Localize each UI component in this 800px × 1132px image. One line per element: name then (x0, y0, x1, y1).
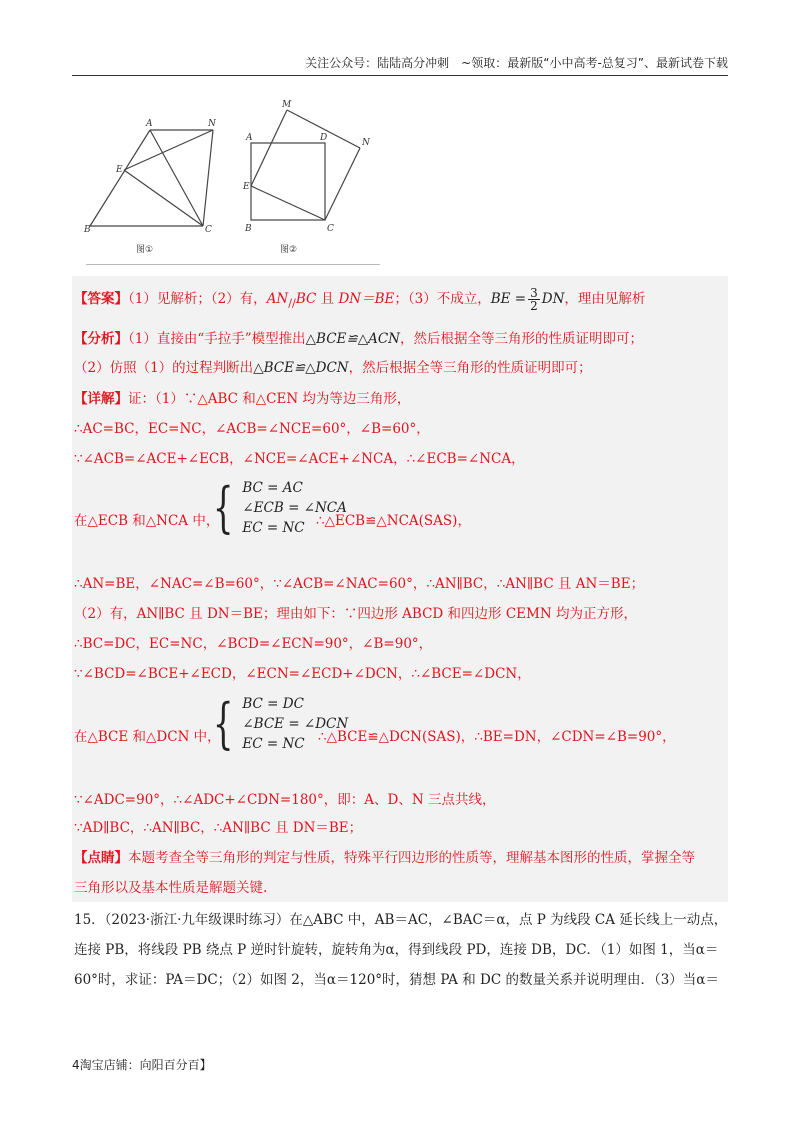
problem-15-line-3: 60°时，求证：PA＝DC；（2）如图 2，当α＝120°时，猜想 PA 和 DC 的数量关系并说明理由．（3）当α＝ (74, 972, 719, 988)
fig1-label-a: A (146, 119, 153, 129)
figure-1-diagram (78, 98, 378, 263)
fraction: $\frac{3}{2}$ (530, 286, 538, 313)
fig1-label-b: B (84, 225, 91, 235)
fig1-caption: 图① (136, 245, 154, 255)
fig1-label-n: N (208, 119, 216, 129)
comment-tag: 【点睛】 (74, 850, 128, 866)
detail-line-10: ∵AD∥BC，∴AN∥BC，∴AN∥BC 且 DN＝BE； (74, 820, 363, 836)
answer-tag: 【答案】 (74, 291, 128, 307)
fig2-label-b: B (245, 224, 252, 234)
page-header: 关注公众号：陆陆高分冲刺 ~领取：最新版“小中高考-总复习”、最新试卷下载 (72, 56, 728, 76)
comment-line-1: 【点睛】本题考查全等三角形的判定与性质，特殊平行四边形的性质等，理解基本图形的性质，掌握全等 (74, 850, 695, 866)
fig1-label-e: E (116, 165, 123, 175)
problem-15-line-2: 连接 PB，将线段 PB 绕点 P 逆时针旋转，旋转角为α，得到线段 PD，连接 DB，DC．（1）如图 1，当α＝ (74, 942, 719, 958)
geometry-figures (78, 98, 378, 263)
detail-line-3b: ∴△ECB≌△NCA(SAS)， (316, 513, 471, 529)
answer-line: 【答案】（1）见解析；（2）有，$AN_{//}BC$ 且 DN＝BE；（3）不成立，BE = $\frac{3}{2}$ DN，理由见解析 (74, 286, 646, 313)
problem-15-line-1: 15．（2023·浙江·九年级课时练习）在△ABC 中，AB＝AC，∠BAC＝α，点 P 为线段 CA 延长线上一动点， (74, 912, 728, 928)
analysis-line-2: （2）仿照（1）的过程判断出△BCE≌△DCN，然后根据全等三角形的性质证明即可； (74, 360, 592, 376)
fig1-label-c: C (205, 225, 212, 235)
detail-tag: 【详解】 (74, 391, 128, 407)
fig2-label-d: D (320, 133, 328, 143)
detail-line-9: ∵∠ADC=90°，∴∠ADC+∠CDN=180°，即：A、D、N 三点共线， (74, 792, 496, 808)
detail-line-1: ∴AC=BC，EC=NC，∠ACB=∠NCE=60°，∠B=60°， (74, 421, 430, 437)
detail-line-0: 【详解】证：（1）∵△ABC 和△CEN 均为等边三角形， (74, 391, 411, 407)
page-footer: 4淘宝店铺：向阳百分百】 (72, 1058, 212, 1072)
fig2-label-c: C (327, 224, 334, 234)
congruence-system-2: { BC = DC ∠BCE = ∠DCN EC = NC (212, 692, 349, 755)
detail-line-2: ∵∠ACB=∠ACE+∠ECB，∠NCE=∠ACE+∠NCA，∴∠ECB=∠NCA， (74, 451, 525, 467)
figure-divider (86, 264, 380, 265)
detail-line-8a: 在△BCE 和△DCN 中， (74, 729, 221, 745)
detail-line-7: ∵∠BCD=∠BCE+∠ECD，∠ECN=∠ECD+∠DCN，∴∠BCE=∠DCN， (74, 666, 531, 682)
detail-line-5: （2）有，AN∥BC 且 DN＝BE；理由如下：∵四边形 ABCD 和四边形 CEMN 均为正方形， (74, 606, 637, 622)
fig2-caption: 图② (280, 245, 298, 255)
congruence-system-1: { BC = AC ∠ECB = ∠NCA EC = NC (212, 476, 347, 539)
fig2-label-e: E (243, 182, 250, 192)
fig2-label-m: M (282, 100, 292, 110)
analysis-line-1: 【分析】（1）直接由“手拉手”模型推出△BCE≌△ACN，然后根据全等三角形的性质证明即可； (74, 331, 643, 347)
detail-line-3a: 在△ECB 和△NCA 中， (74, 513, 220, 529)
comment-line-2: 三角形以及基本性质是解题关键. (74, 880, 268, 896)
fig2-label-a: A (246, 133, 253, 143)
detail-line-8b: ∴△BCE≌△DCN(SAS)，∴BE=DN，∠CDN=∠B=90°， (318, 729, 676, 745)
fig2-label-n: N (362, 138, 370, 148)
analysis-tag: 【分析】 (74, 331, 128, 347)
detail-line-6: ∴BC=DC，EC=NC，∠BCD=∠ECN=90°，∠B=90°， (74, 636, 433, 652)
detail-line-4: ∴AN=BE，∠NAC=∠B=60°，∵∠ACB=∠NAC=60°，∴AN∥BC，∴AN∥BC 且 AN＝BE； (74, 576, 645, 592)
